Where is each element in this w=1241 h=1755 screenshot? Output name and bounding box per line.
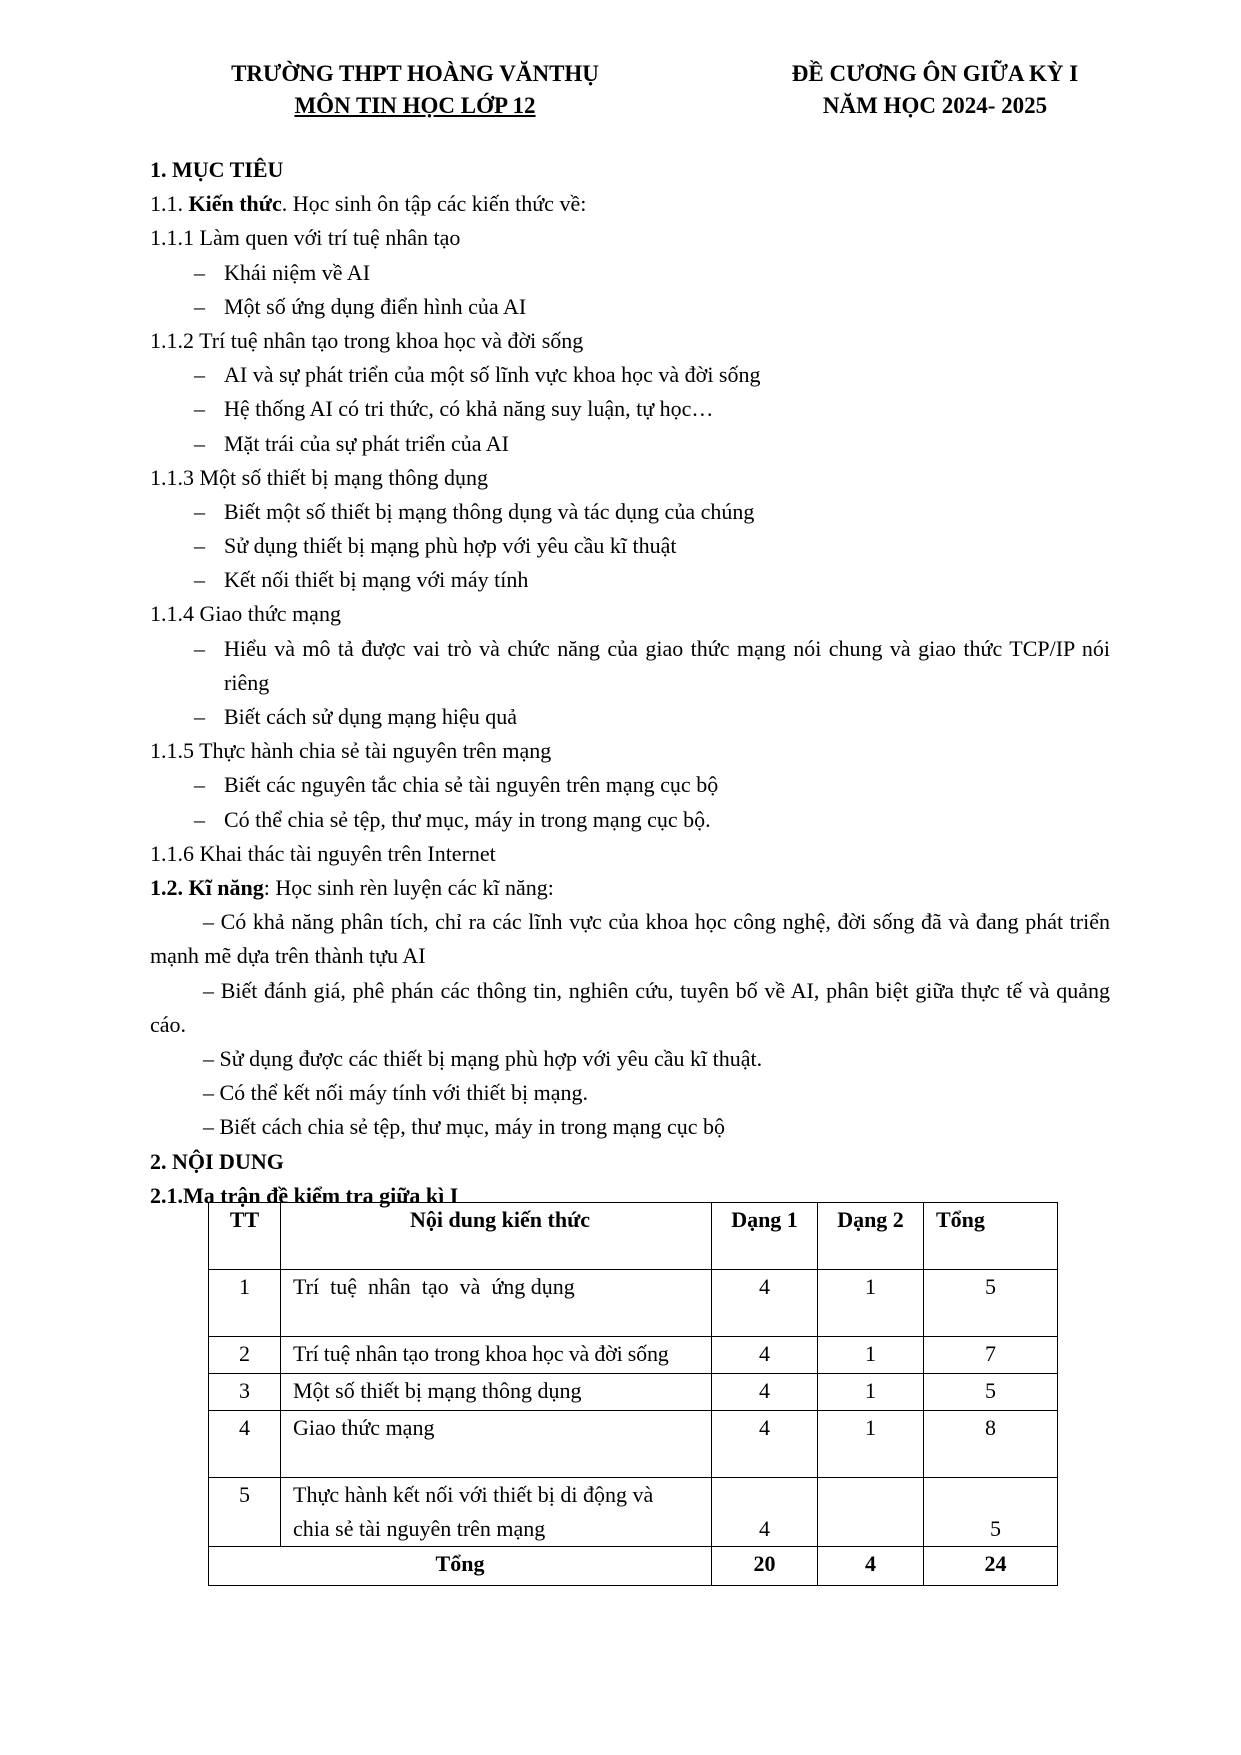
topic-heading: 1.1.6 Khai thác tài nguyên trên Internet [150,840,496,866]
skill-item: – Có thể kết nối máy tính với thiết bị mạng. [203,1080,588,1106]
skill-item: – Có khả năng phân tích, chỉ ra các lĩnh vực của khoa học công nghệ, đời sống đã và đang phát triển mạnh mẽ dựa trên thành tựu AI [150,909,1110,969]
skill-item: – Biết cách chia sẻ tệp, thư mục, máy in trong mạng cục bộ [203,1114,726,1140]
school-name: TRƯỜNG THPT HOÀNG VĂNTHỤ [231,61,599,86]
cell-type2: 1 [818,1374,924,1411]
cell-tt: 4 [209,1411,281,1478]
cell-total: 5 [924,1478,1058,1547]
list-item: – Biết cách sử dụng mạng hiệu quả [194,704,517,730]
table-row [209,1337,1058,1374]
table-header-row [209,1203,1058,1270]
cell-type1: 4 [712,1374,818,1411]
table-row [209,1411,1058,1478]
subject-name: MÔN TIN HỌC LỚP 12 [294,93,536,118]
cell-content: Một số thiết bị mạng thông dụng [281,1374,712,1411]
list-item: – Khái niệm về AI [194,259,371,285]
cell-total: 7 [924,1337,1058,1374]
table-row [209,1478,1058,1547]
knowledge-intro: 1.1. Kiến thức. Học sinh ôn tập các kiến thức về: [150,191,587,217]
cell-type1: 4 [712,1270,818,1337]
skill-item: – Biết đánh giá, phê phán các thông tin, nghiên cứu, tuyên bố về AI, phân biệt giữa thực tế và quảng cáo. [150,977,1110,1037]
section-title: 2. NỘI DUNG [150,1148,284,1174]
list-item: – Hiểu và mô tả được vai trò và chức năng của giao thức mạng nói chung và giao thức TCP/IP nói riêng [194,635,1110,695]
skills-intro: 1.2. Kĩ năng: Học sinh rèn luyện các kĩ năng: [150,874,554,900]
table-row [209,1374,1058,1411]
cell-total: 8 [924,1411,1058,1478]
cell-type2 [818,1478,924,1547]
skills-label: 1.2. Kĩ năng [150,874,264,900]
knowledge-label: Kiến thức [188,191,282,217]
topic-heading: 1.1.1 Làm quen với trí tuệ nhân tạo [150,225,461,251]
list-item: – Kết nối thiết bị mạng với máy tính [194,567,529,593]
total-type1: 20 [712,1547,818,1586]
cell-content-line: chia sẻ tài nguyên trên mạng [293,1516,546,1541]
topic-heading: 1.1.2 Trí tuệ nhân tạo trong khoa học và đời sống [150,327,584,353]
header-right [745,58,1125,122]
document-body [150,153,1110,1213]
cell-total: 5 [924,1270,1058,1337]
document-title: ĐỀ CƯƠNG ÔN GIỮA KỲ I [791,61,1079,86]
skill-item: – Sử dụng được các thiết bị mạng phù hợp với yêu cầu kĩ thuật. [203,1045,763,1071]
cell-type1: 4 [712,1411,818,1478]
list-item: – AI và sự phát triển của một số lĩnh vực khoa học và đời sống [194,362,761,388]
list-item: – Biết một số thiết bị mạng thông dụng và tác dụng của chúng [194,498,755,524]
table-total-row [209,1547,1058,1586]
cell-content: Giao thức mạng [281,1411,712,1478]
cell-content-line: Thực hành kết nối với thiết bị di động và [293,1482,654,1507]
list-item: – Một số ứng dụng điển hình của AI [194,293,527,319]
cell-type1: 4 [712,1478,818,1547]
cell-tt: 1 [209,1270,281,1337]
cell-type2: 1 [818,1411,924,1478]
exam-matrix-table [208,1202,1058,1586]
cell-total: 5 [924,1374,1058,1411]
header-total: Tổng [924,1203,1058,1270]
list-item: – Biết các nguyên tắc chia sẻ tài nguyên trên mạng cục bộ [194,772,719,798]
cell-content: Trí tuệ nhân tạo trong khoa học và đời sống [281,1337,712,1374]
list-item: – Mặt trái của sự phát triển của AI [194,430,509,456]
list-item: – Hệ thống AI có tri thức, có khả năng suy luận, tự học… [194,396,714,422]
list-item: – Có thể chia sẻ tệp, thư mục, máy in trong mạng cục bộ. [194,806,711,832]
table-caption: 2.1.Ma trận đề kiểm tra giữa kì I [150,1182,459,1208]
table-row [209,1270,1058,1337]
cell-content [281,1478,712,1547]
header-type2: Dạng 2 [818,1203,924,1270]
cell-type2: 1 [818,1337,924,1374]
topic-heading: 1.1.5 Thực hành chia sẻ tài nguyên trên mạng [150,738,552,764]
header-type1: Dạng 1 [712,1203,818,1270]
topic-heading: 1.1.3 Một số thiết bị mạng thông dụng [150,464,488,490]
cell-content: Trí tuệ nhân tạo và ứng dụng [281,1270,712,1337]
header-content: Nội dung kiến thức [281,1203,712,1270]
school-year: NĂM HỌC 2024- 2025 [822,93,1048,118]
cell-type2: 1 [818,1270,924,1337]
topic-heading: 1.1.4 Giao thức mạng [150,601,341,627]
total-type2: 4 [818,1547,924,1586]
header-tt: TT [209,1203,281,1270]
cell-tt: 3 [209,1374,281,1411]
total-label: Tổng [209,1547,712,1586]
list-item: – Sử dụng thiết bị mạng phù hợp với yêu cầu kĩ thuật [194,533,677,559]
cell-type1: 4 [712,1337,818,1374]
cell-tt: 2 [209,1337,281,1374]
header-left [200,58,630,122]
total-sum: 24 [924,1547,1058,1586]
section-title: 1. MỤC TIÊU [150,157,284,182]
cell-tt: 5 [209,1478,281,1547]
